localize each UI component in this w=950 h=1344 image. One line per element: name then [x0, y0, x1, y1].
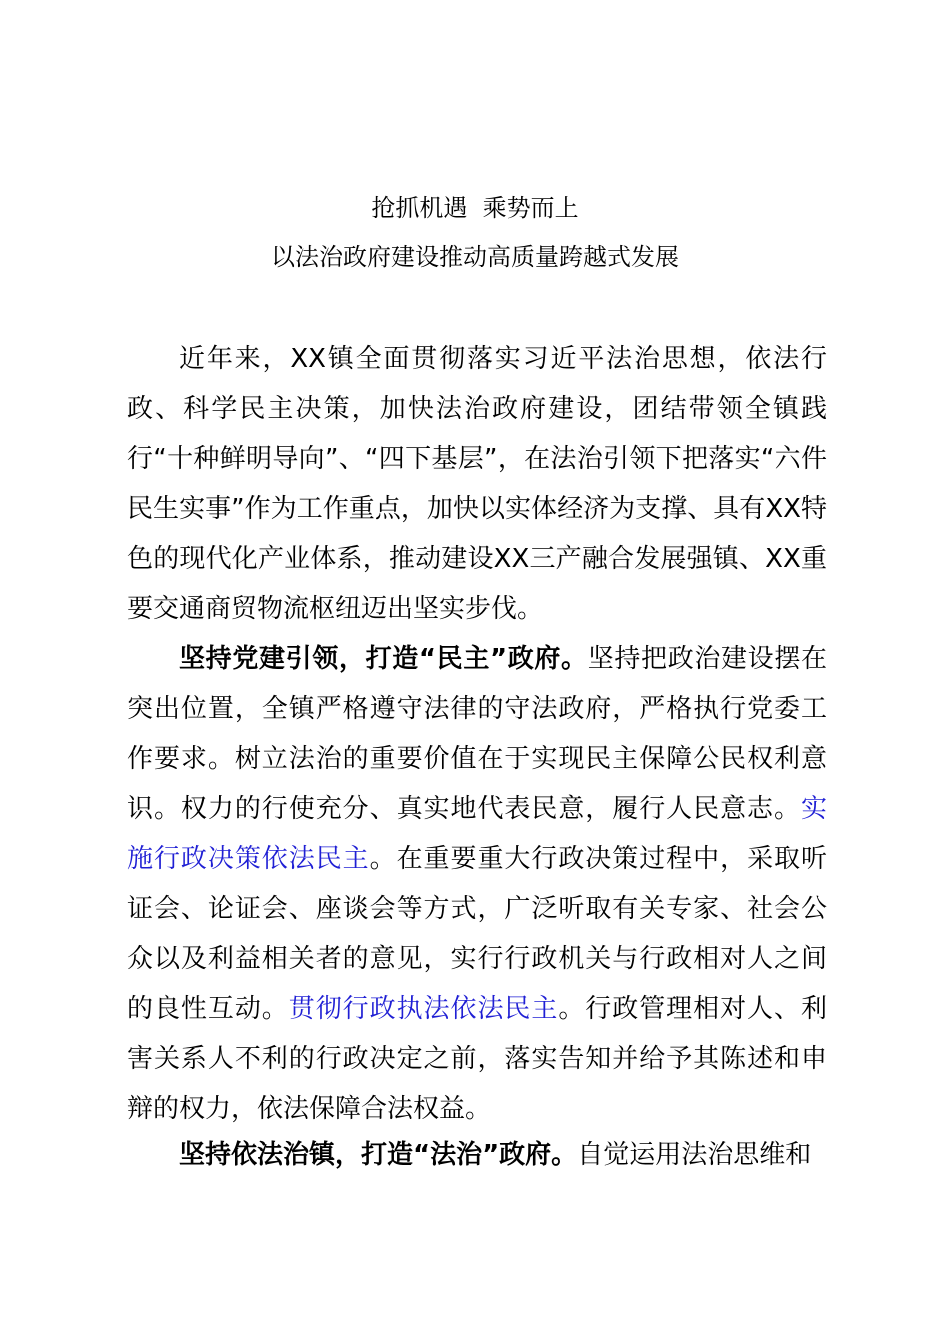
highlighted-link-enforcement[interactable]: 贯彻行政执法依法民主	[288, 994, 559, 1024]
document-title-line1: 抢抓机遇 乘势而上	[371, 194, 579, 222]
highlighted-link-decision[interactable]: 实施行政决策依法民主	[127, 794, 827, 874]
paragraph-intro: 近年来，XX镇全面贯彻落实习近平法治思想，依法行政、科学民主决策，加快法治政府建设，团结带领全镇践行“十种鲜明导向”、“四下基层”，在法治引领下把落实“六件民生实事”作为工作重点，加快以实体经济为支撑、具有XX特色的现代化产业体系，推动建设XX三产融合发展强镇、XX重要交通商贸物流枢纽迈出坚实步伐。	[127, 344, 827, 624]
paragraph-text: 。行政管理相对人、利害关系人不利的行政决定之前，落实告知并给予其陈述和申辩的权力，依法保障合法权益。	[127, 994, 827, 1124]
paragraph-text: 自觉运用法治思维和	[577, 1140, 812, 1170]
paragraph-text: 坚持把政治建设摆在突出位置，全镇严格遵守法律的守法政府，严格执行党委工作要求。树立法治的重要价值在于实现民主保障公民权利意识。权力的行使充分、真实地代表民意，履行人民意志。	[127, 644, 827, 824]
paragraph-heading: 坚持党建引领，打造“民主”政府。	[179, 644, 588, 674]
paragraph-rule-of-law	[127, 1130, 827, 1180]
paragraph-text: 。在重要重大行政决策过程中，采取听证会、论证会、座谈会等方式，广泛听取有关专家、社会公众以及利益相关者的意见，实行行政机关与行政相对人之间的良性互动。	[127, 844, 827, 1024]
document-title-line2: 以法治政府建设推动高质量跨越式发展	[271, 243, 679, 271]
paragraph-party-building	[127, 634, 827, 1134]
paragraph-heading: 坚持依法治镇，打造“法治”政府。	[179, 1140, 578, 1170]
